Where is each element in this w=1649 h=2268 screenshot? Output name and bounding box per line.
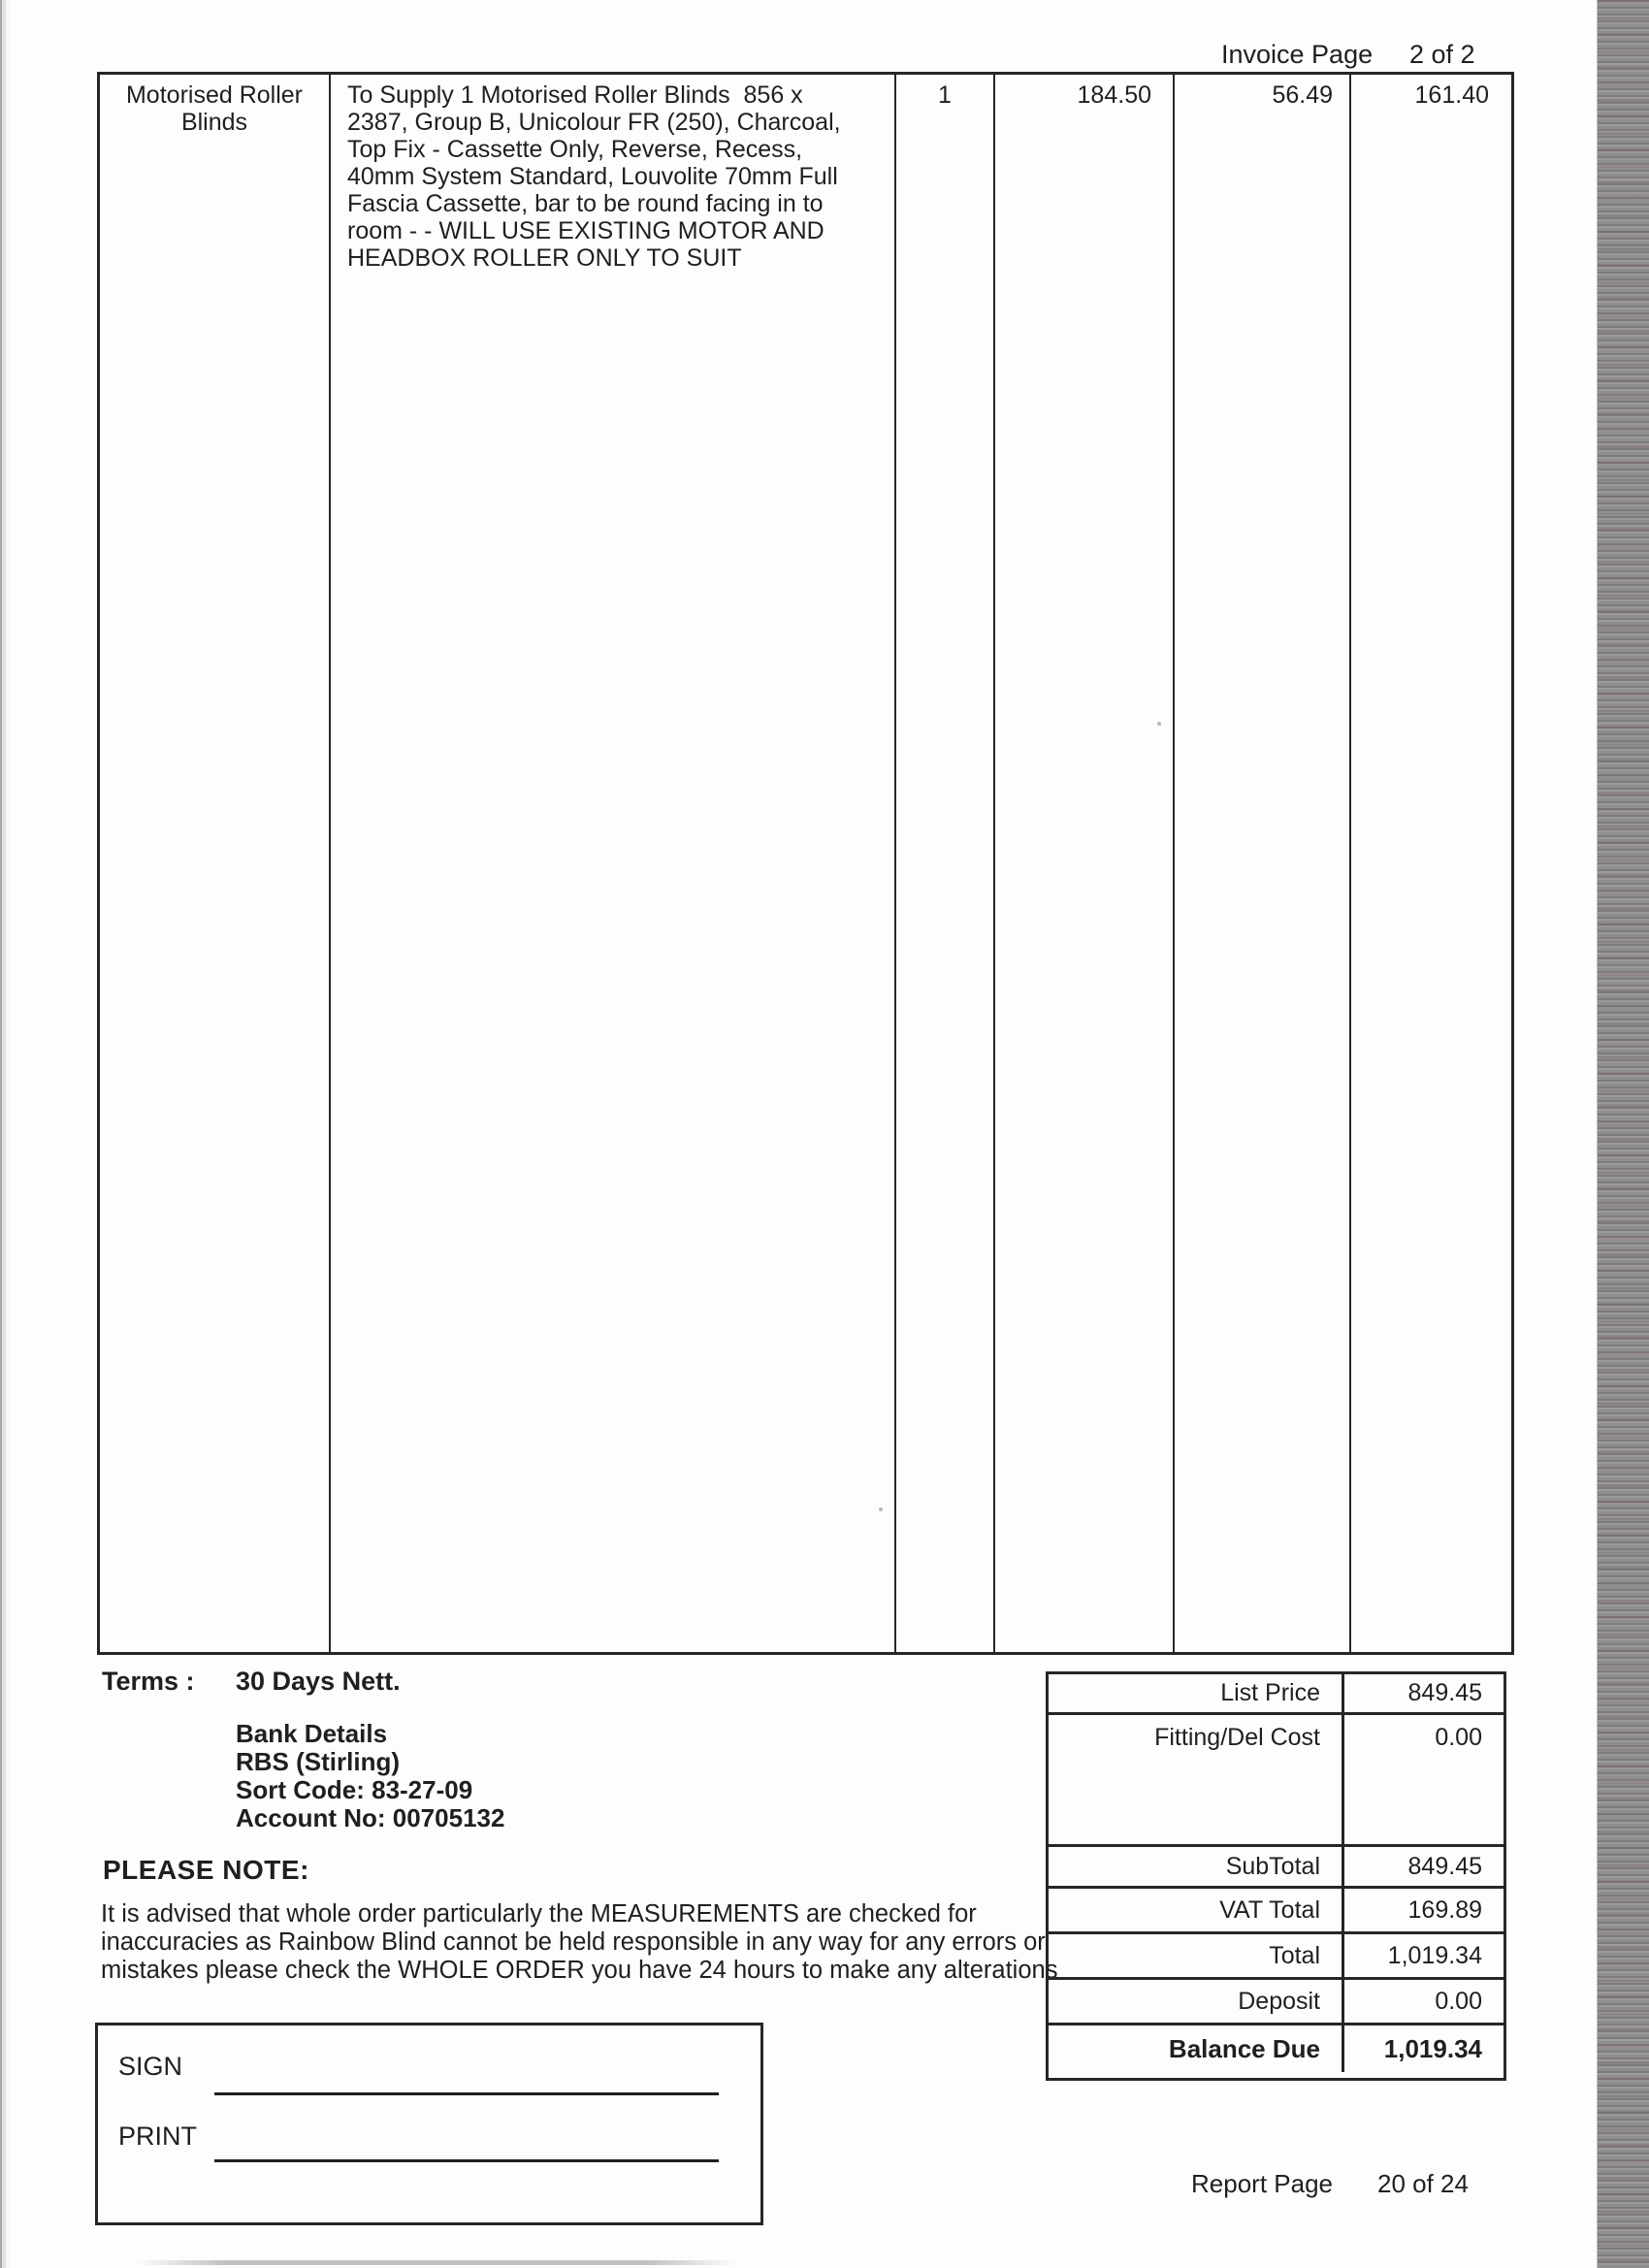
totals-row-balance-due (1049, 2025, 1504, 2072)
totals-value: 0.00 (1435, 1987, 1482, 2015)
totals-row-vat-total (1049, 1889, 1504, 1934)
note-line: It is advised that whole order particularly the MEASUREMENTS are checked for (101, 1900, 977, 1928)
bank-account-no: Account No: 00705132 (236, 1803, 505, 1832)
item-total: 161.40 (1414, 81, 1489, 109)
item-unit-price-cell (995, 75, 1175, 1652)
signature-box (95, 2023, 763, 2225)
item-vat-cell (1175, 75, 1351, 1652)
description-line: Top Fix - Cassette Only, Reverse, Recess, (347, 136, 803, 163)
totals-row-deposit (1049, 1980, 1504, 2025)
item-unit-price: 184.50 (1077, 81, 1151, 109)
totals-row-subtotal (1049, 1847, 1504, 1889)
totals-value: 1,019.34 (1387, 1941, 1482, 1969)
report-page-indicator (1191, 2169, 1469, 2198)
description-line: HEADBOX ROLLER ONLY TO SUIT (347, 244, 742, 272)
item-name-cell (100, 75, 331, 1652)
item-total-cell (1351, 75, 1511, 1652)
bank-name: RBS (Stirling) (236, 1747, 400, 1776)
totals-value: 849.45 (1407, 1852, 1482, 1880)
invoice-page-indicator (1221, 39, 1475, 70)
report-page-label: Report Page (1191, 2169, 1333, 2198)
totals-label: List Price (1049, 1674, 1344, 1712)
bank-details (236, 1720, 504, 1832)
bank-sort-code: Sort Code: 83-27-09 (236, 1775, 473, 1804)
description-line: 40mm System Standard, Louvolite 70mm Full (347, 163, 838, 190)
totals-row-list-price (1049, 1674, 1504, 1715)
totals-value: 849.45 (1407, 1679, 1482, 1706)
print-label: PRINT (118, 2122, 197, 2151)
description-line: Fascia Cassette, bar to be round facing in to (347, 190, 824, 217)
totals-label: Total (1049, 1934, 1344, 1977)
totals-row-total (1049, 1934, 1504, 1980)
totals-value: 0.00 (1435, 1724, 1482, 1751)
description-line: 2387, Group B, Unicolour FR (250), Charcoal, (347, 109, 841, 136)
scan-smudge-bottom (136, 2260, 737, 2265)
signature-line (214, 2092, 719, 2095)
please-note-title: PLEASE NOTE: (103, 1855, 309, 1885)
bank-details-title: Bank Details (236, 1719, 388, 1748)
sign-label: SIGN (118, 2052, 183, 2081)
note-line: mistakes please check the WHOLE ORDER you have 24 hours to make any alterations (101, 1957, 1058, 1984)
totals-label: Fitting/Del Cost (1049, 1715, 1344, 1844)
terms-value: 30 Days Nett. (236, 1667, 401, 1696)
totals-label: SubTotal (1049, 1847, 1344, 1886)
please-note-text (101, 1900, 1057, 1985)
invoice-page-value: 2 of 2 (1409, 40, 1475, 69)
line-items-table (97, 72, 1514, 1655)
totals-label: Balance Due (1049, 2025, 1344, 2072)
item-vat: 56.49 (1272, 81, 1333, 109)
item-quantity: 1 (938, 81, 952, 109)
item-quantity-cell (896, 75, 995, 1652)
item-name: Motorised Roller Blinds (125, 81, 303, 136)
totals-row-fitting-del-cost (1049, 1715, 1504, 1847)
print-name-line (214, 2159, 719, 2162)
terms-label: Terms : (102, 1667, 195, 1696)
item-description-cell (331, 75, 896, 1652)
totals-value: 1,019.34 (1383, 2033, 1482, 2063)
invoice-page-label: Invoice Page (1221, 40, 1374, 69)
description-line: room - - WILL USE EXISTING MOTOR AND (347, 217, 824, 244)
scan-edge-artifact-right (1597, 0, 1649, 2268)
description-line: To Supply 1 Motorised Roller Blinds 856 x (347, 81, 803, 109)
note-line: inaccuracies as Rainbow Blind cannot be held responsible in any way for any errors or (101, 1928, 1046, 1956)
report-page-value: 20 of 24 (1377, 2169, 1469, 2198)
totals-label: VAT Total (1049, 1889, 1344, 1931)
totals-table (1046, 1671, 1506, 2081)
scan-edge-artifact-left (0, 0, 10, 2268)
totals-label: Deposit (1049, 1980, 1344, 2023)
totals-value: 169.89 (1407, 1895, 1482, 1924)
